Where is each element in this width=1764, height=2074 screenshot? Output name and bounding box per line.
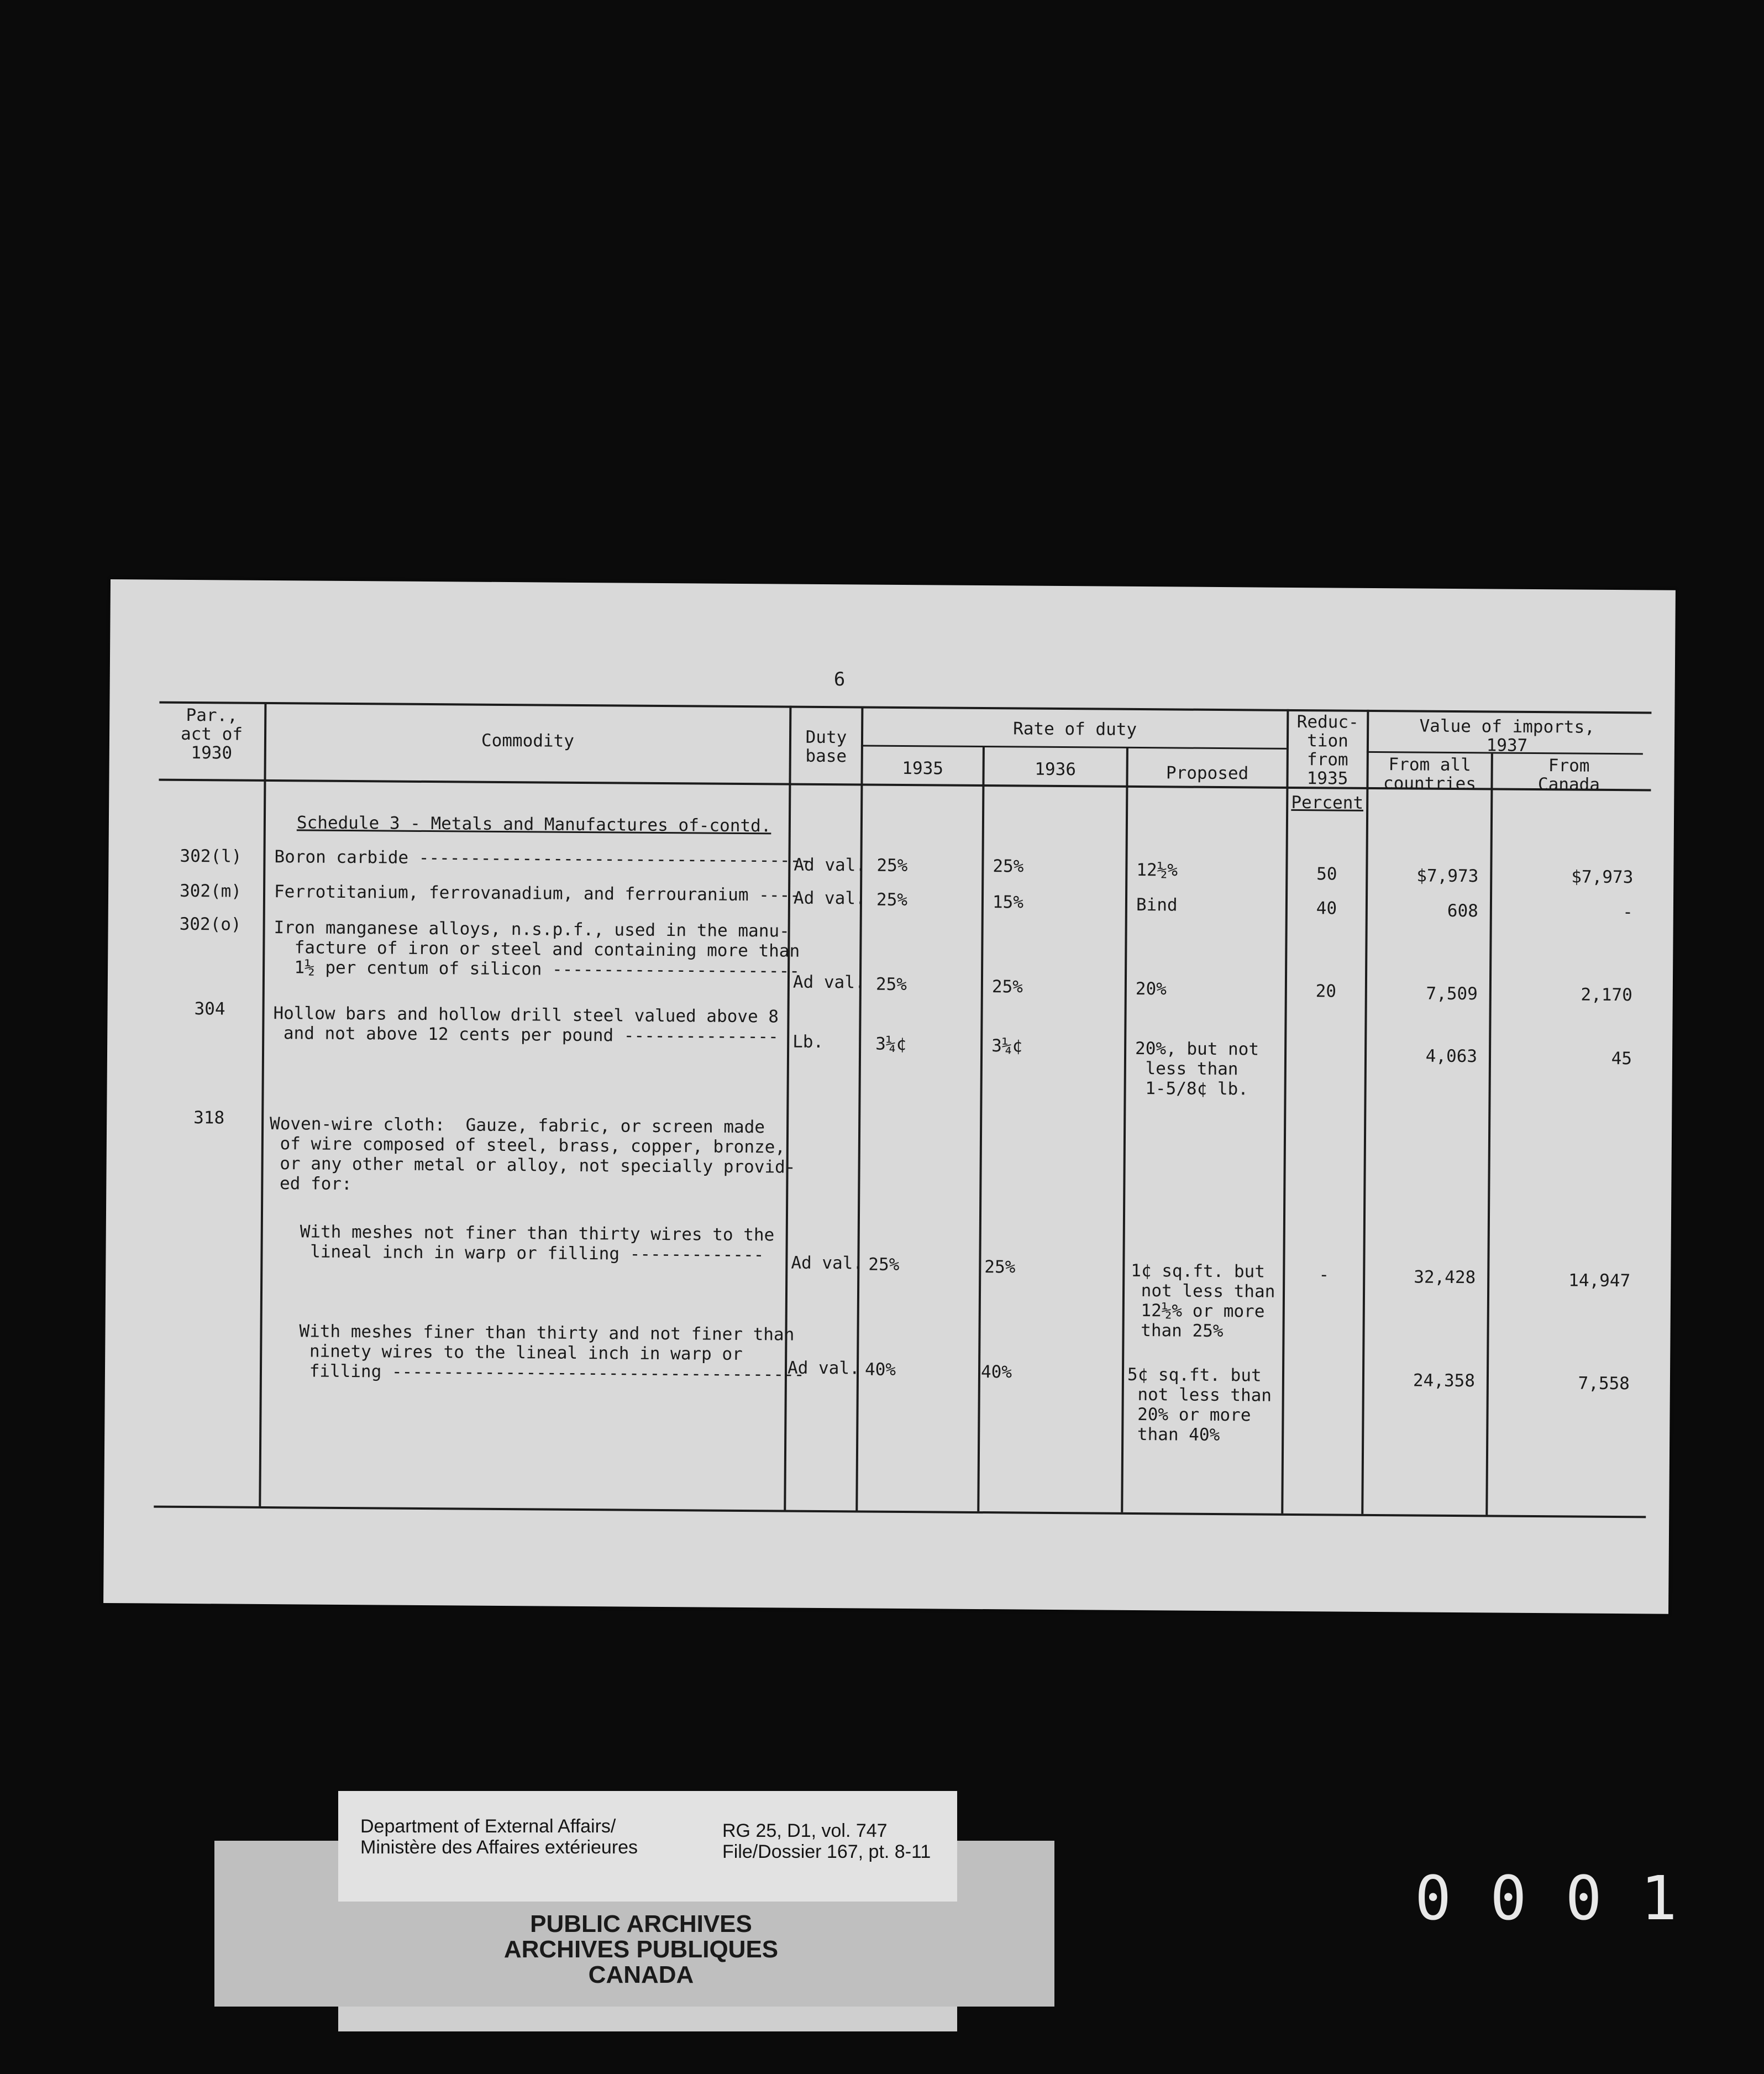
archive-stamp-text bbox=[387, 1911, 895, 1988]
row-4-1935: 3¼¢ bbox=[875, 1034, 907, 1055]
header-value-imports: Value of imports, 1937 bbox=[1419, 716, 1595, 756]
label-ref-rg: RG 25, D1, vol. 747 bbox=[722, 1820, 888, 1841]
row-1-base: Ad val. bbox=[794, 855, 867, 876]
row-1-proposed: 12½% bbox=[1136, 860, 1178, 881]
col-rule-1935 bbox=[977, 747, 985, 1511]
row-6-from-canada: 14,947 bbox=[1568, 1270, 1631, 1291]
row-2-from-all: 608 bbox=[1447, 900, 1478, 921]
header-commodity: Commodity bbox=[481, 730, 575, 751]
header-rate-of-duty: Rate of duty bbox=[1013, 719, 1137, 740]
row-1-commodity: Boron carbide -------------------------------------- bbox=[274, 847, 811, 871]
row-6-proposed: 1¢ sq.ft. but not less than 12½% or more than 25% bbox=[1130, 1260, 1275, 1342]
document-sheet bbox=[103, 579, 1676, 1614]
row-4-proposed: 20%, but not less than 1-5/8¢ lb. bbox=[1135, 1038, 1259, 1099]
row-3-par: 302(o) bbox=[179, 914, 242, 935]
row-5-commodity: Woven-wire cloth: Gauze, fabric, or screen made of wire composed of steel, brass, copper, bronze, or any other metal or alloy, not specially provid- ed for: bbox=[269, 1114, 796, 1195]
col-rule-commodity bbox=[784, 706, 791, 1510]
page-number: 6 bbox=[833, 668, 846, 691]
row-4-par: 304 bbox=[194, 999, 225, 1019]
row-3-base: Ad val. bbox=[792, 972, 865, 993]
col-rule-par bbox=[259, 702, 266, 1506]
col-rule-reduction bbox=[1361, 710, 1369, 1514]
row-2-from-canada: - bbox=[1623, 902, 1633, 923]
col-rule-base bbox=[855, 706, 863, 1510]
header-proposed: Proposed bbox=[1166, 763, 1249, 784]
archive-reference-label bbox=[338, 1791, 957, 1902]
row-4-from-all: 4,063 bbox=[1425, 1046, 1478, 1067]
row-1-1935: 25% bbox=[876, 855, 908, 876]
row-7-base: Ad val. bbox=[787, 1358, 860, 1379]
header-par: Par., act of 1930 bbox=[180, 705, 243, 763]
row-3-1935: 25% bbox=[875, 974, 907, 995]
row-1-from-canada: $7,973 bbox=[1571, 867, 1634, 888]
row-4-1936: 3¼¢ bbox=[991, 1036, 1023, 1056]
row-3-proposed: 20% bbox=[1135, 978, 1167, 999]
stamp-line-1: PUBLIC ARCHIVES bbox=[530, 1910, 752, 1937]
label-dept-en: Department of External Affairs/ bbox=[360, 1816, 616, 1837]
row-3-commodity: Iron manganese alloys, n.s.p.f., used in the manu- facture of iron or steel and containing more than 1½ per centum of silicon ------------------------ bbox=[273, 918, 800, 981]
row-6-commodity: With meshes not finer than thirty wires to the lineal inch in warp or filling ------------- bbox=[269, 1222, 775, 1265]
row-6-from-all: 32,428 bbox=[1414, 1267, 1476, 1288]
col-rule-proposed bbox=[1281, 709, 1289, 1513]
row-6-base: Ad val. bbox=[791, 1253, 864, 1274]
row-2-base: Ad val. bbox=[793, 888, 866, 909]
row-2-1935: 25% bbox=[876, 889, 908, 910]
rate-sub-rule bbox=[861, 745, 1287, 749]
row-2-commodity: Ferrotitanium, ferrovanadium, and ferrouranium ---- bbox=[274, 882, 801, 905]
row-4-base: Lb. bbox=[792, 1031, 824, 1052]
header-from-canada: From Canada bbox=[1537, 756, 1600, 795]
row-4-commodity: Hollow bars and hollow drill steel valued above 8 and not above 12 cents per pound --------------- bbox=[273, 1003, 779, 1047]
row-3-1936: 25% bbox=[991, 977, 1023, 997]
header-percent: Percent bbox=[1291, 792, 1364, 813]
header-1935: 1935 bbox=[902, 758, 944, 779]
row-2-reduction: 40 bbox=[1316, 898, 1337, 919]
schedule-heading: Schedule 3 - Metals and Manufactures of-contd. bbox=[296, 813, 771, 836]
bottom-rule bbox=[154, 1506, 1646, 1518]
row-1-from-all: $7,973 bbox=[1416, 866, 1479, 887]
row-6-1935: 25% bbox=[868, 1254, 900, 1275]
row-1-reduction: 50 bbox=[1316, 864, 1337, 884]
top-rule bbox=[159, 701, 1651, 714]
row-6-1936: 25% bbox=[984, 1257, 1016, 1277]
row-2-proposed: Bind bbox=[1136, 894, 1178, 915]
label-dept-fr: Ministère des Affaires extérieures bbox=[360, 1837, 638, 1858]
header-from-all: From all countries bbox=[1383, 755, 1477, 794]
label-ref-file: File/Dossier 167, pt. 8-11 bbox=[722, 1841, 931, 1862]
row-3-from-all: 7,509 bbox=[1426, 983, 1478, 1004]
row-1-1936: 25% bbox=[993, 856, 1024, 877]
tariff-table bbox=[154, 701, 1651, 1541]
row-3-reduction: 20 bbox=[1315, 981, 1337, 1002]
header-reduction: Reduc- tion from 1935 bbox=[1296, 711, 1359, 789]
frame-number: 0001 bbox=[1415, 1863, 1716, 1934]
row-5-par: 318 bbox=[193, 1108, 225, 1128]
row-7-proposed: 5¢ sq.ft. but not less than 20% or more than 40% bbox=[1127, 1364, 1272, 1445]
row-2-1936: 15% bbox=[992, 892, 1024, 913]
stamp-line-2: ARCHIVES PUBLIQUES bbox=[503, 1936, 779, 1963]
row-2-par: 302(m) bbox=[179, 881, 242, 902]
row-7-1936: 40% bbox=[980, 1362, 1012, 1382]
header-duty-base: Duty base bbox=[805, 727, 847, 767]
row-1-par: 302(l) bbox=[180, 846, 242, 867]
row-7-from-all: 24,358 bbox=[1413, 1370, 1476, 1391]
row-7-commodity: With meshes finer than thirty and not finer than ninety wires to the lineal inch in warp or filling ---------------------------------------- bbox=[267, 1321, 805, 1385]
row-6-reduction: - bbox=[1319, 1265, 1330, 1285]
row-7-1935: 40% bbox=[864, 1359, 896, 1380]
header-1936: 1936 bbox=[1035, 759, 1077, 780]
stamp-line-3: CANADA bbox=[588, 1961, 694, 1988]
archive-stamp-strip bbox=[338, 2007, 957, 2031]
row-7-from-canada: 7,558 bbox=[1578, 1373, 1630, 1394]
row-3-from-canada: 2,170 bbox=[1581, 984, 1632, 1005]
row-4-from-canada: 45 bbox=[1611, 1048, 1632, 1069]
